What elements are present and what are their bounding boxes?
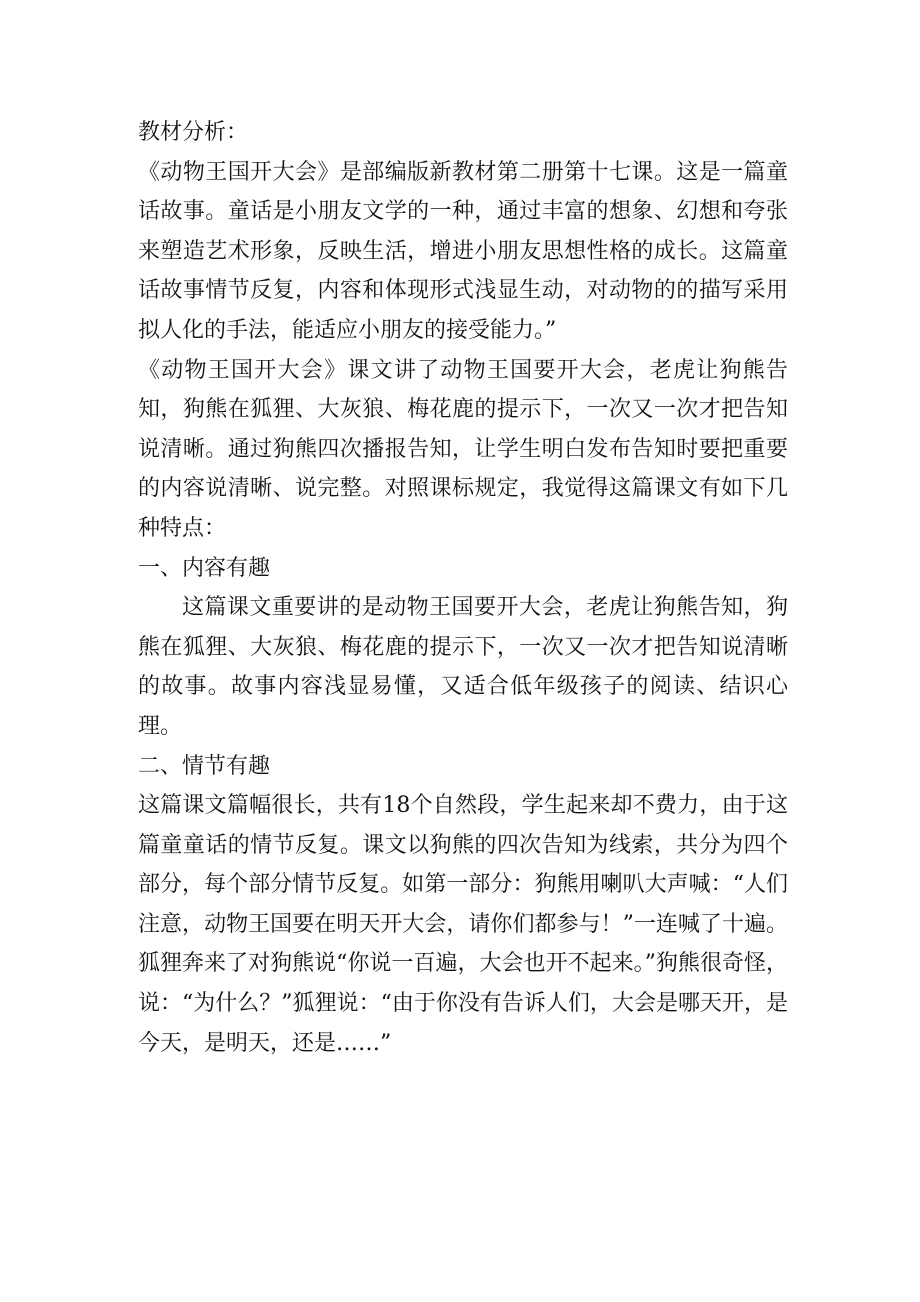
document-body — [138, 113, 788, 1063]
section-heading-textbook-analysis: 教材分析： — [138, 120, 249, 145]
paragraph-summary: 《动物王国开大会》课文讲了动物王国要开大会，老虎让狗熊告知，狗熊在狐狸、大灰狼、梅花鹿的提示下，一次又一次才把告知说清晰。通过狗熊四次播报告知，让学生明白发布告知时要把重要的内容说清晰、说完整。对照课标规定，我觉得这篇课文有如下几种特点： — [138, 357, 788, 541]
paragraph-content-detail: 这篇课文重要讲的是动物王国要开大会，老虎让狗熊告知，狗熊在狐狸、大灰狼、梅花鹿的提示下，一次又一次才把告知说清晰的故事。故事内容浅显易懂，又适合低年级孩子的阅读、结识心理。 — [138, 595, 788, 739]
subheading-plot-interesting: 二、情节有趣 — [138, 753, 271, 779]
subheading-content-interesting: 一、内容有趣 — [138, 555, 271, 581]
paragraph-plot-detail: 这篇课文篇幅很长，共有18个自然段，学生起来却不费力，由于这篇童童话的情节反复。课文以狗熊的四次告知为线索，共分为四个部分，每个部分情节反复。如第一部分：狗熊用喇叭大声喊：“人们注意，动物王国要在明天开大会，请你们都参与！”一连喊了十遍。狐狸奔来了对狗熊说“你说一百遍，大会也开不起来。”狗熊很奇怪，说：“为什么？”狐狸说：“由于你没有告诉人们，大会是哪天开，是今天，是明天，还是……” — [138, 793, 788, 1056]
paragraph-intro: 《动物王国开大会》是部编版新教材第二册第十七课。这是一篇童话故事。童话是小朋友文学的一种，通过丰富的想象、幻想和夸张来塑造艺术形象，反映生活，增进小朋友思想性格的成长。这篇童话故事情节反复，内容和体现形式浅显生动，对动物的的描写采用拟人化的手法，能适应小朋友的接受能力。” — [138, 159, 788, 343]
